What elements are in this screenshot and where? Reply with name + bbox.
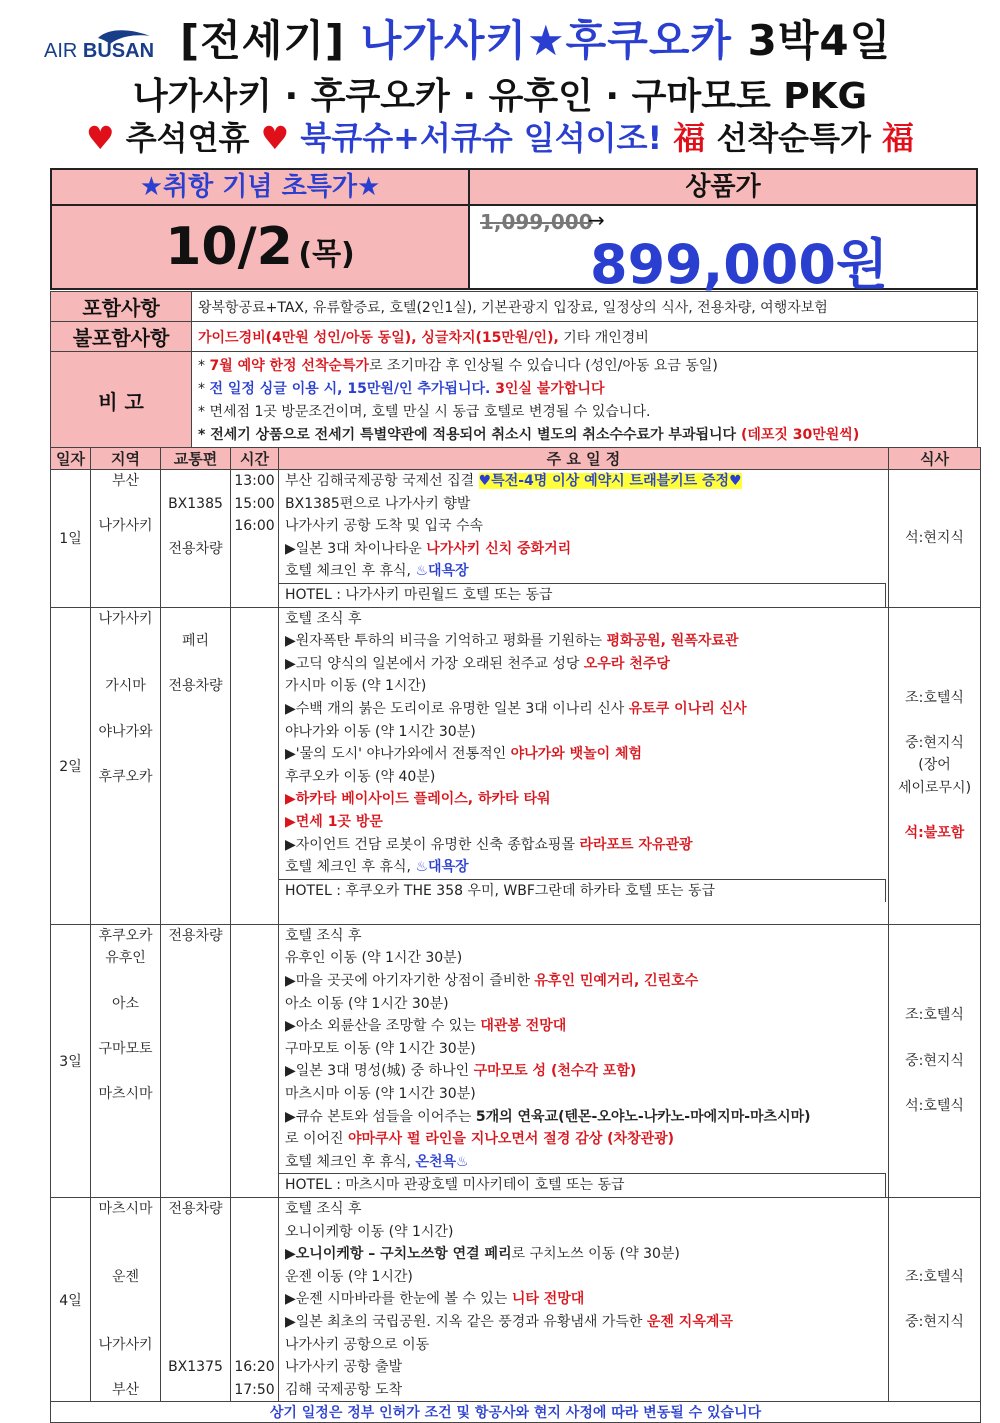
time-entry [231, 743, 278, 766]
hotel-line: HOTEL : 나가사키 마린월드 호텔 또는 동급 [279, 583, 886, 607]
transport-entry [161, 1221, 230, 1244]
region-entry: 부산 [111, 1381, 140, 1398]
meal-entry: 조:호텔식 [905, 1268, 964, 1285]
region-entry: 야나가와 [98, 723, 153, 740]
hotel-line: HOTEL : 후쿠오카 THE 358 우미, WBF그란데 하카타 호텔 또는 동급 [279, 879, 886, 903]
itinerary-table [50, 447, 981, 1423]
itinerary-cell [279, 1198, 889, 1402]
time-entry [231, 653, 278, 676]
page-subtitle: 나가사키 · 후쿠오카 · 유후인 · 구마모토 PKG [132, 76, 868, 117]
region-entry: 가시마 [105, 678, 146, 695]
time-entry [231, 1243, 278, 1266]
time-entry: 15:00 [234, 495, 275, 512]
transport-entry [161, 1334, 230, 1357]
itinerary-line: 후쿠오카 이동 (약 40분) [285, 768, 436, 785]
itinerary-line: 호텔 체크인 후 휴식, ♨대욕장 [285, 563, 469, 580]
day-regions [91, 1198, 161, 1402]
time-entry [231, 608, 278, 631]
day-label: 3일 [51, 924, 91, 1197]
meal-entry: 조:호텔식 [905, 689, 964, 706]
col-header-transport: 교통편 [161, 448, 231, 470]
itinerary-line: ▶오니이케항 – 구치노쓰항 연결 페리로 구치노쓰 이동 (약 30분) [285, 1246, 680, 1263]
arrow-icon: → [588, 208, 605, 232]
meal-entry: 중:현지식 [905, 734, 964, 751]
itinerary-cell [279, 924, 889, 1197]
transport-entry [161, 1288, 230, 1311]
region-entry [91, 1015, 160, 1038]
region-entry: 나가사키 [98, 610, 153, 627]
transport-entry [161, 766, 230, 789]
included-label: 포함사항 [51, 292, 192, 322]
heart-icon: ♥ [85, 119, 115, 157]
region-entry: 아소 [111, 995, 140, 1012]
transport-entry [161, 1379, 230, 1402]
hotel-line: HOTEL : 마츠시마 관광호텔 미사키테이 호텔 또는 동급 [279, 1173, 886, 1197]
transport-entry [161, 1311, 230, 1334]
itinerary-line: 야나가와 이동 (약 1시간 30분) [285, 723, 476, 740]
meal-cell [889, 470, 981, 608]
transport-entry [161, 583, 230, 606]
time-entry: 16:00 [234, 518, 275, 535]
region-entry [91, 901, 160, 924]
time-entry [231, 970, 278, 993]
transport-entry [161, 1015, 230, 1038]
transport-entry [161, 470, 230, 493]
day-times [231, 924, 279, 1197]
day-row [51, 1198, 981, 1402]
region-entry [91, 1173, 160, 1196]
itinerary-line: 호텔 조식 후 [285, 610, 362, 627]
region-entry [91, 698, 160, 721]
itinerary-line: ▶일본 최초의 국립공원. 지옥 같은 풍경과 유황냄새 가득한 운젠 지옥계곡 [285, 1313, 733, 1330]
region-entry: 후쿠오카 [98, 768, 153, 785]
day-transport [161, 470, 231, 608]
time-entry [231, 1311, 278, 1334]
itinerary-line: 호텔 조식 후 [285, 927, 362, 944]
region-entry [91, 788, 160, 811]
meal-entry: 석:현지식 [905, 529, 964, 546]
transport-entry [161, 1083, 230, 1106]
col-header-itinerary: 주 요 일 정 [279, 448, 889, 470]
meal-cell [889, 1198, 981, 1402]
itinerary-line: ▶'물의 도시' 야나가와에서 전통적인 야나가와 뱃놀이 체험 [285, 746, 643, 763]
region-entry [91, 1288, 160, 1311]
region-entry: 마츠시마 [98, 1201, 153, 1217]
itinerary-line: 유후인 이동 (약 1시간 30분) [285, 950, 463, 967]
time-entry [231, 811, 278, 834]
transport-entry [161, 1038, 230, 1061]
transport-entry: 페리 [181, 633, 210, 650]
time-entry [231, 675, 278, 698]
time-entry: 17:50 [234, 1381, 275, 1398]
fortune-icon: 福 [882, 119, 915, 157]
day-transport [161, 607, 231, 924]
transport-entry [161, 1151, 230, 1174]
itinerary-cell [279, 470, 889, 608]
day-transport [161, 1198, 231, 1402]
transport-entry [161, 834, 230, 857]
region-entry: 구마모토 [98, 1040, 153, 1057]
transport-entry: 전용차량 [168, 678, 223, 695]
time-entry [231, 560, 278, 583]
transport-entry [161, 721, 230, 744]
itinerary-line: ▶면세 1곳 방문 [285, 813, 383, 830]
meal-entry: 중:현지식 [905, 1052, 964, 1069]
day-row [51, 470, 981, 608]
region-entry [91, 538, 160, 561]
time-entry [231, 1106, 278, 1129]
time-entry [231, 1334, 278, 1357]
region-entry [91, 583, 160, 606]
transport-entry: BX1385 [168, 495, 223, 512]
itinerary-line: ▶자이언트 건담 로봇이 유명한 신축 종합쇼핑몰 라라포트 자유관광 [285, 836, 693, 853]
region-entry [91, 1356, 160, 1379]
region-entry: 부산 [111, 473, 140, 489]
transport-entry [161, 608, 230, 631]
notes-text: * 7월 예약 한정 선착순특가로 조기마감 후 인상될 수 있습니다 (성인/아동 요금 동일) * 전 일정 싱글 이용 시, 15만원/인 추가됩니다. 3인실 불가합니다 * 면세점 1곳 방문조건이며, 호텔 만실 시 동급 호텔로 변경될 수 있습니다. * 전세기 상품으로 전세기 특별약관에 적용되어 취소시 별도의 취소수수료가 부과됩니다 (데포짓 30만원씩) [192, 352, 978, 450]
itinerary-line: 나가사키 공항 도착 및 입국 수속 [285, 518, 484, 535]
itinerary-line: 호텔 체크인 후 휴식, ♨대욕장 [285, 859, 469, 876]
day-row [51, 607, 981, 924]
transport-entry: BX1375 [168, 1359, 223, 1376]
col-header-day: 일자 [51, 448, 91, 470]
transport-entry [161, 1243, 230, 1266]
meal-entry [889, 800, 980, 823]
itinerary-line: 호텔 체크인 후 휴식, 온천욕♨ [285, 1153, 469, 1170]
region-entry: 나가사키 [98, 518, 153, 535]
meal-cell [889, 607, 981, 924]
price-box [50, 168, 978, 296]
time-entry: 16:20 [234, 1359, 275, 1376]
time-entry [231, 538, 278, 561]
meal-entry: 중:현지식 [905, 1313, 964, 1330]
region-entry [91, 560, 160, 583]
region-entry [91, 1060, 160, 1083]
time-entry [231, 583, 278, 606]
region-entry: 후쿠오카 [98, 927, 153, 944]
transport-entry [161, 698, 230, 721]
transport-entry: 전용차량 [168, 540, 223, 557]
original-price: 1,099,000 [480, 210, 593, 234]
itinerary-line: ▶큐슈 본토와 섬들을 이어주는 5개의 연육교(텐몬-오야노-나카노-마에지마-마츠시마) [285, 1108, 811, 1125]
day-label: 4일 [51, 1198, 91, 1402]
time-entry [231, 1221, 278, 1244]
itinerary-line: ▶아소 외륜산을 조망할 수 있는 대관봉 전망대 [285, 1018, 567, 1035]
time-entry [231, 1151, 278, 1174]
region-entry [91, 834, 160, 857]
meal-entry [889, 1072, 980, 1095]
day-times [231, 1198, 279, 1402]
time-entry [231, 1038, 278, 1061]
itinerary-line: 가시마 이동 (약 1시간) [285, 678, 427, 695]
region-entry [91, 493, 160, 516]
region-entry: 운젠 [111, 1268, 140, 1285]
time-entry [231, 630, 278, 653]
meal-entry [889, 1288, 980, 1311]
itinerary-line: 나가사키 공항으로 이동 [285, 1336, 430, 1353]
region-entry [91, 879, 160, 902]
transport-entry [161, 743, 230, 766]
meal-entry: 조:호텔식 [905, 1007, 964, 1024]
itinerary-line: 김해 국제공항 도착 [285, 1381, 403, 1398]
meal-entry: 석:호텔식 [905, 1097, 964, 1114]
transport-entry [161, 515, 230, 538]
time-entry [231, 1060, 278, 1083]
itinerary-line: ▶수백 개의 붉은 도리이로 유명한 일본 3대 이나리 신사 유토쿠 이나리 신사 [285, 700, 747, 717]
transport-entry [161, 947, 230, 970]
transport-entry [161, 879, 230, 902]
meal-entry [889, 709, 980, 732]
region-entry [91, 856, 160, 879]
day-regions [91, 607, 161, 924]
itinerary-line: ▶하카타 베이사이드 플레이스, 하카타 타워 [285, 791, 551, 808]
header [0, 0, 1000, 165]
region-entry [91, 1151, 160, 1174]
special-offer-header: ★취항 기념 초특가★ [52, 170, 470, 206]
day-regions [91, 924, 161, 1197]
sale-price: 899,000원 [590, 233, 889, 296]
day-row [51, 924, 981, 1197]
itinerary-line: ▶마을 곳곳에 아기자기한 상점이 즐비한 유후인 민예거리, 긴린호수 [285, 973, 699, 990]
time-entry [231, 1128, 278, 1151]
day-transport [161, 924, 231, 1197]
excluded-label: 불포함사항 [51, 322, 192, 352]
itinerary-line: 호텔 조식 후 [285, 1201, 362, 1217]
itinerary-line: 아소 이동 (약 1시간 30분) [285, 995, 449, 1012]
transport-entry [161, 901, 230, 924]
time-entry: 13:00 [234, 473, 275, 489]
transport-entry [161, 811, 230, 834]
time-entry [231, 1083, 278, 1106]
transport-entry [161, 1106, 230, 1129]
col-header-time: 시간 [231, 448, 279, 470]
transport-entry [161, 560, 230, 583]
transport-entry [161, 1060, 230, 1083]
region-entry [91, 653, 160, 676]
transport-entry [161, 856, 230, 879]
day-label: 1일 [51, 470, 91, 608]
time-entry [231, 856, 278, 879]
itinerary-footer-note: 상기 일정은 정부 인허가 조건 및 항공사와 현지 사정에 따라 변동될 수 있습니다 [51, 1402, 981, 1423]
day-label: 2일 [51, 607, 91, 924]
itinerary-line: ▶일본 3대 명성(城) 중 하나인 구마모토 성 (천수각 포함) [285, 1063, 637, 1080]
itinerary-line: ▶운젠 시마바라를 한눈에 볼 수 있는 니타 전망대 [285, 1291, 585, 1308]
time-entry [231, 788, 278, 811]
time-entry [231, 925, 278, 948]
itinerary-line: 마츠시마 이동 (약 1시간 30분) [285, 1086, 476, 1103]
itinerary-line: ▶원자폭탄 투하의 비극을 기억하고 평화를 기원하는 평화공원, 원폭자료관 [285, 633, 739, 650]
time-entry [231, 993, 278, 1016]
day-times [231, 607, 279, 924]
time-entry [231, 834, 278, 857]
time-entry [231, 947, 278, 970]
meal-entry: (장어 [918, 757, 951, 774]
heart-icon: ♥ [260, 119, 290, 157]
time-entry [231, 901, 278, 924]
meal-cell [889, 924, 981, 1197]
time-entry [231, 1015, 278, 1038]
itinerary-line: 구마모토 이동 (약 1시간 30분) [285, 1040, 476, 1057]
time-entry [231, 1288, 278, 1311]
day-regions [91, 470, 161, 608]
region-entry [91, 1128, 160, 1151]
departure-date: 10/2 (목) [52, 206, 470, 288]
fortune-icon: 福 [673, 119, 706, 157]
meal-entry [889, 1027, 980, 1050]
day-times [231, 470, 279, 608]
region-entry [91, 1221, 160, 1244]
itinerary-line: 부산 김해국제공항 국제선 집결 ♥특전-4명 이상 예약시 트래블키트 증정♥ [285, 473, 742, 489]
region-entry [91, 1106, 160, 1129]
itinerary-cell [279, 607, 889, 924]
time-entry [231, 879, 278, 902]
region-entry: 유후인 [105, 950, 146, 967]
region-entry [91, 1243, 160, 1266]
transport-entry [161, 653, 230, 676]
notes-label: 비 고 [51, 352, 192, 450]
transport-entry [161, 788, 230, 811]
time-entry [231, 1198, 278, 1221]
region-entry [91, 630, 160, 653]
col-header-meal: 식사 [889, 448, 981, 470]
transport-entry [161, 1128, 230, 1151]
time-entry [231, 1266, 278, 1289]
transport-entry [161, 993, 230, 1016]
transport-entry [161, 1173, 230, 1196]
transport-entry: 전용차량 [168, 927, 223, 944]
region-entry: 마츠시마 [98, 1086, 153, 1103]
itinerary-line: 나가사키 공항 출발 [285, 1359, 403, 1376]
time-entry [231, 721, 278, 744]
page-title: [전세기] 나가사키★후쿠오카 3박4일 [180, 16, 892, 65]
itinerary-line: ▶고딕 양식의 일본에서 가장 오래된 천주교 성당 오우라 천주당 [285, 655, 670, 672]
excluded-text: 가이드경비(4만원 성인/아동 동일), 싱글차지(15만원/인), 기타 개인경비 [192, 322, 978, 352]
itinerary-line: ▶일본 3대 차이나타운 나가사키 신치 중화거리 [285, 540, 572, 557]
region-entry: 나가사키 [98, 1336, 153, 1353]
transport-entry [161, 1266, 230, 1289]
itinerary-line: 운젠 이동 (약 1시간) [285, 1268, 413, 1285]
itinerary-line: 오니이케항 이동 (약 1시간) [285, 1223, 454, 1240]
transport-entry: 전용차량 [168, 1201, 223, 1217]
price-header: 상품가 [470, 170, 976, 206]
time-entry [231, 766, 278, 789]
itinerary-line: 로 이어진 야마쿠사 펄 라인을 지나오면서 절경 감상 (차창관광) [285, 1131, 675, 1148]
meal-entry: 석:불포함 [904, 825, 965, 842]
region-entry [91, 743, 160, 766]
meal-entry: 세이로무시) [897, 780, 972, 797]
transport-entry [161, 970, 230, 993]
price-values [470, 206, 976, 296]
itinerary-line: BX1385편으로 나가사키 향발 [285, 495, 471, 512]
region-entry [91, 1311, 160, 1334]
info-table [50, 291, 978, 450]
region-entry [91, 970, 160, 993]
time-entry [231, 1173, 278, 1196]
included-text: 왕복항공료+TAX, 유류할증료, 호텔(2인1실), 기본관광지 입장료, 일정상의 식사, 전용차량, 여행자보험 [192, 292, 978, 322]
promo-line: ♥ 추석연휴 ♥ 북큐슈+서큐슈 일석이조! 福 선착순특가 福 [85, 119, 915, 157]
region-entry [91, 811, 160, 834]
logo-text: AIR BUSAN [44, 40, 155, 62]
time-entry [231, 698, 278, 721]
col-header-region: 지역 [91, 448, 161, 470]
